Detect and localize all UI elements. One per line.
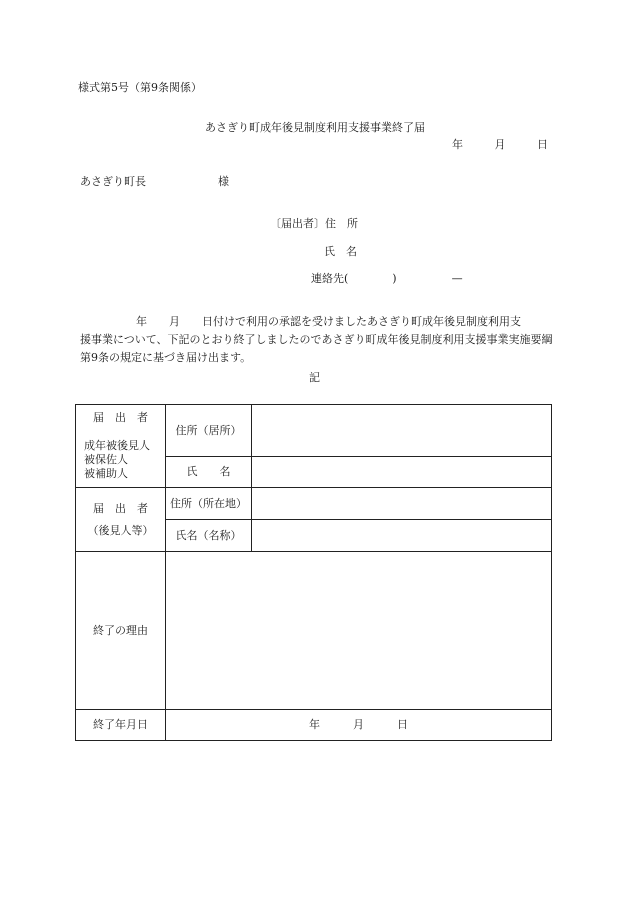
guardian-name-label: 氏名（名称） — [166, 520, 252, 552]
ward-type-3: 被補助人 — [84, 467, 128, 480]
guardian-label-cell — [76, 488, 166, 552]
end-date-label: 終了年月日 — [76, 710, 166, 741]
guardian-name-field[interactable] — [252, 520, 552, 552]
ward-type-2: 被保佐人 — [84, 453, 128, 466]
addressee-honorific: 様 — [218, 175, 229, 188]
ward-name-field[interactable] — [252, 457, 552, 488]
reason-field[interactable] — [166, 552, 552, 710]
termination-form-table — [75, 404, 552, 741]
date-year: 年 — [452, 138, 463, 151]
end-date-field[interactable]: 年 月 日 — [166, 710, 552, 741]
document-title: あさぎり町成年後見制度利用支援事業終了届 — [205, 121, 425, 134]
body-line-2: 援事業について、下記のとおり終了しましたのであさぎり町成年後見制度利用支援事業実施要綱第9条の規定に基づき届け出ます。 — [80, 333, 553, 364]
ward-name-label: 氏 名 — [166, 457, 252, 488]
addressee-town: あさぎり町長 — [80, 175, 146, 188]
guardian-header: 届 出 者 — [93, 501, 148, 515]
guardian-address-label: 住所（所在地） — [166, 488, 252, 520]
date-line — [452, 138, 548, 152]
applicant-contact-label: 連絡先( ) — — [311, 272, 463, 285]
ward-type-1: 成年被後見人 — [84, 439, 150, 452]
ward-address-label: 住所（居所） — [166, 405, 252, 457]
guardian-address-field[interactable] — [252, 488, 552, 520]
applicant-address-label: 〔届出者〕住 所 — [270, 217, 358, 230]
ki-marker: 記 — [309, 371, 320, 384]
body-text — [80, 313, 558, 367]
ward-header: 届 出 者 — [93, 411, 148, 424]
date-day: 日 — [537, 138, 548, 151]
addressee — [80, 175, 229, 189]
date-month: 月 — [494, 138, 506, 151]
body-line-1: 年 月 日付けで利用の承認を受けましたあさぎり町成年後見制度利用支 — [136, 315, 521, 328]
form-number: 様式第5号（第9条関係） — [78, 81, 202, 94]
ward-label-cell — [76, 405, 166, 488]
ward-address-field[interactable] — [252, 405, 552, 457]
reason-label: 終了の理由 — [76, 552, 166, 710]
guardian-sub: （後見人等） — [87, 523, 154, 537]
applicant-name-label: 氏 名 — [324, 245, 357, 258]
